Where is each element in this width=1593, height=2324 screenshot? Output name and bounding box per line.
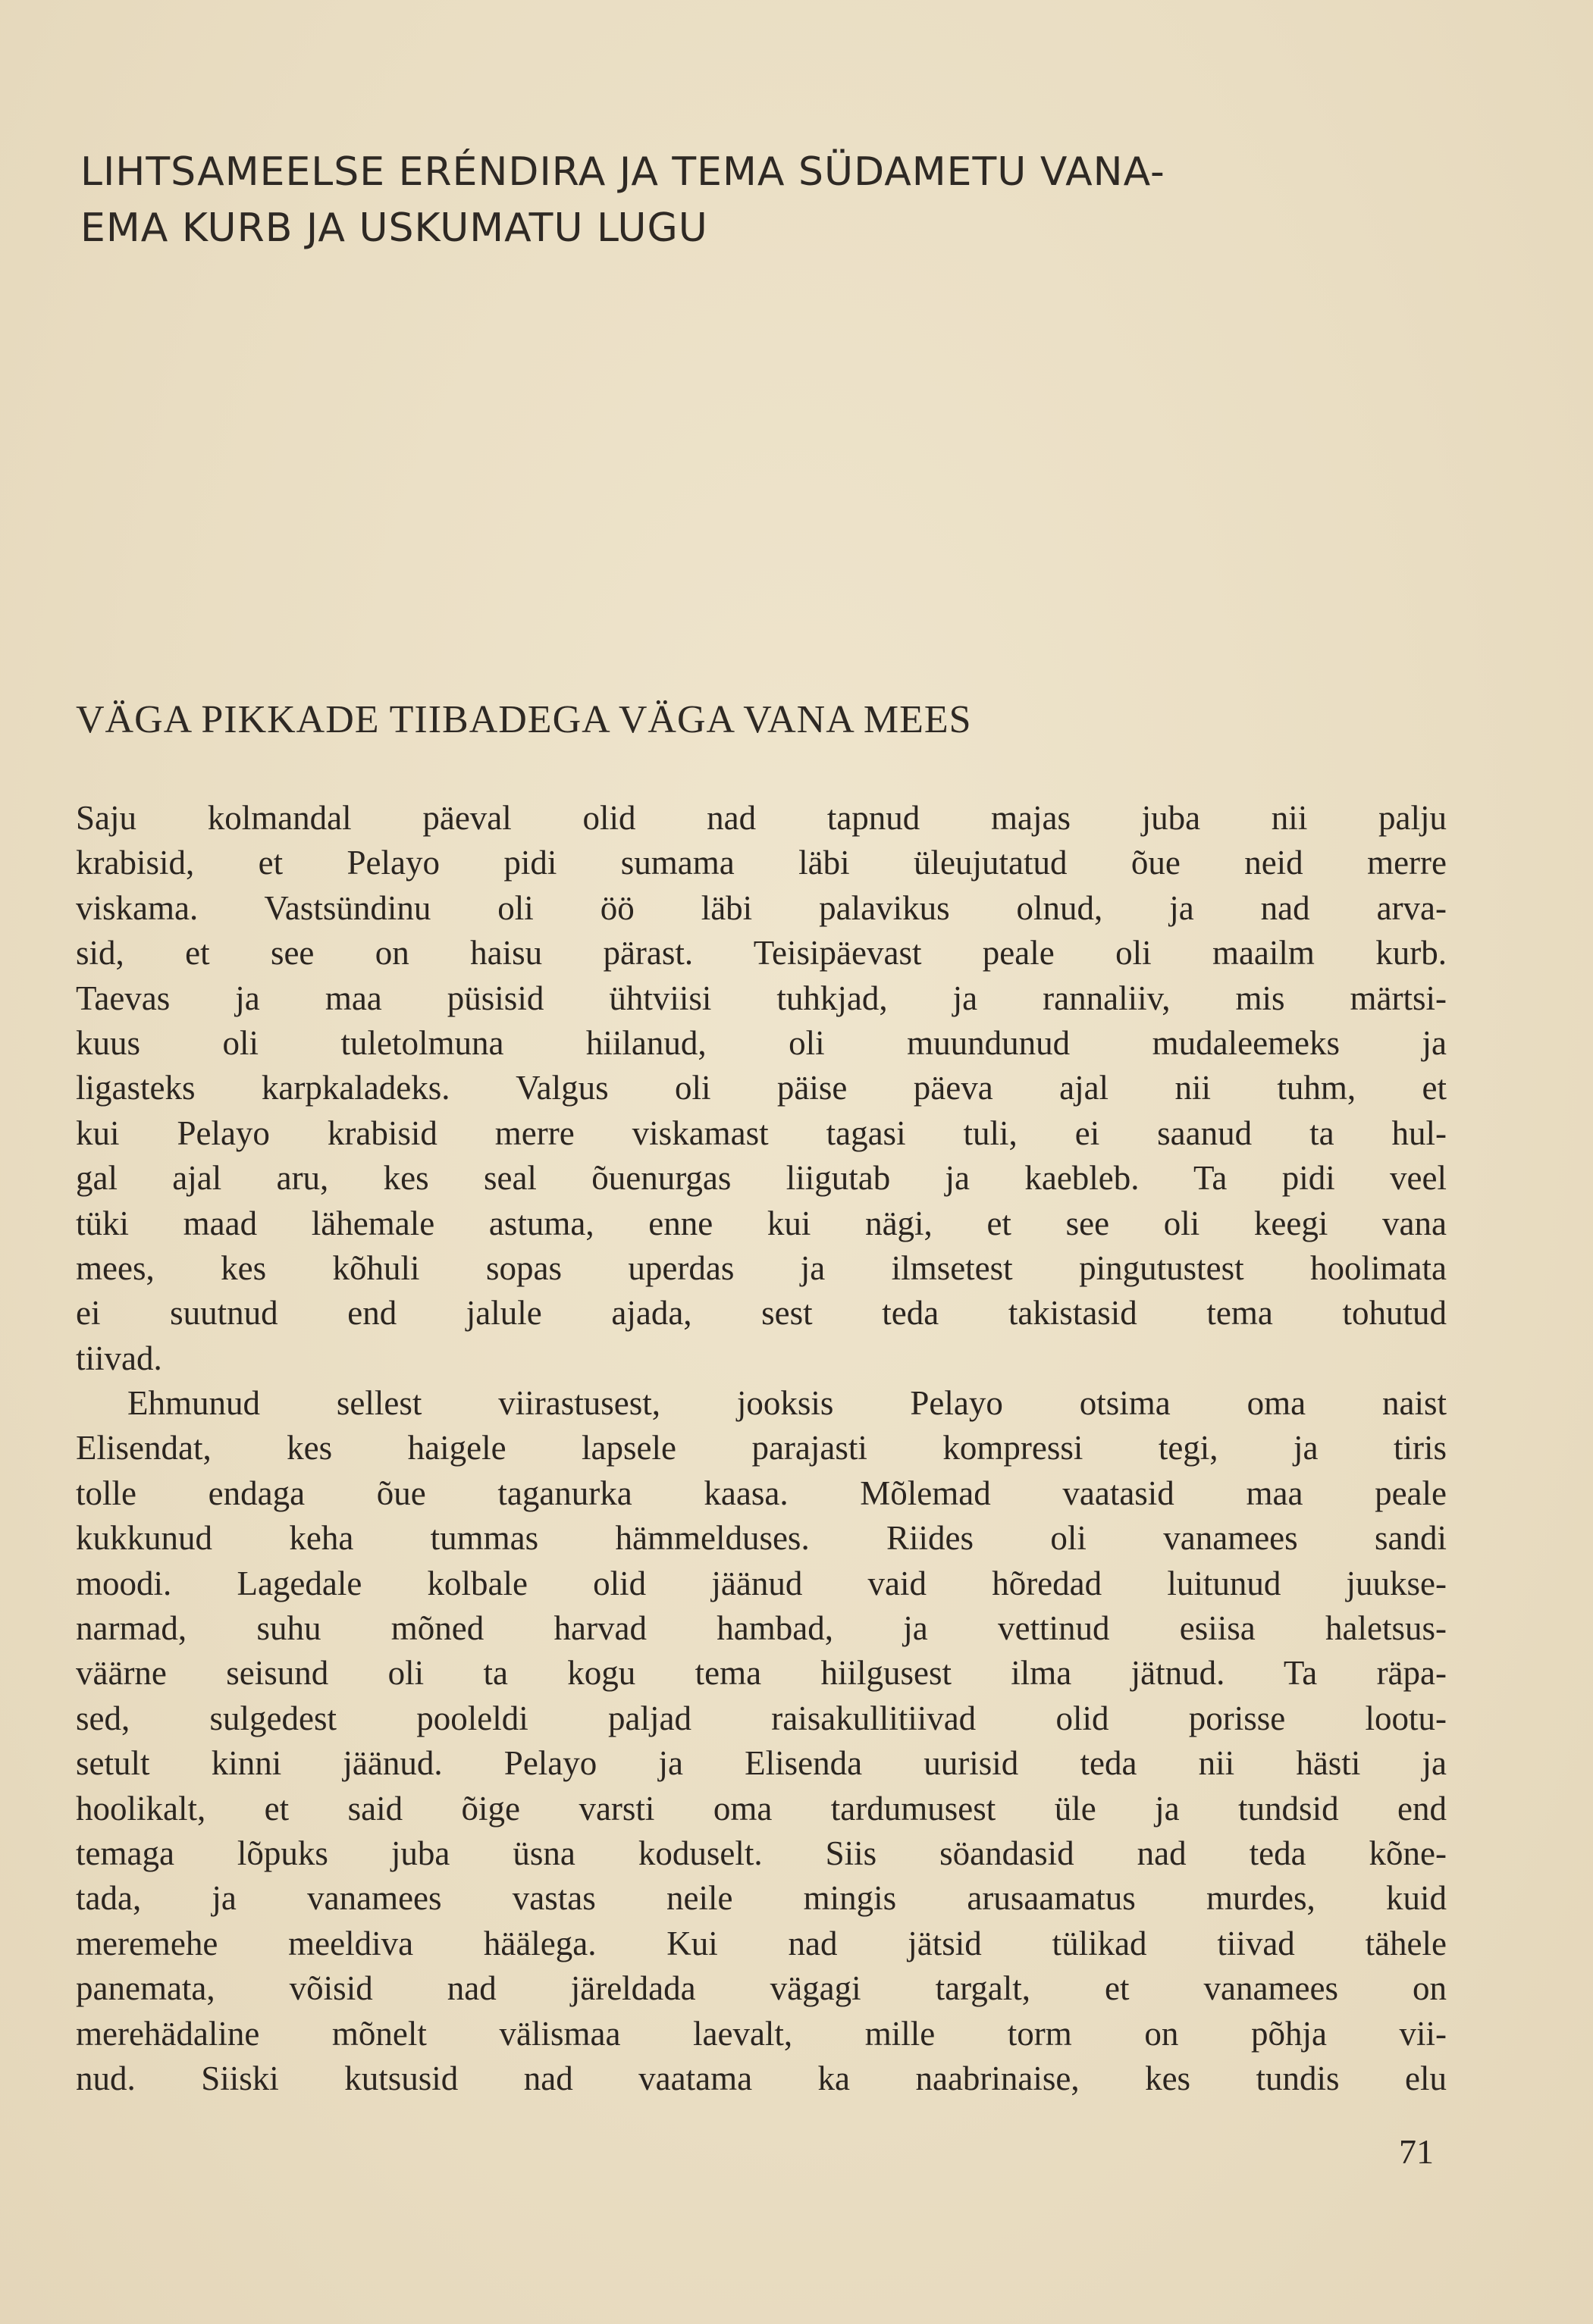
chapter-title: VÄGA PIKKADE TIIBADEGA VÄGA VANA MEES	[76, 698, 972, 741]
text-line: Elisendat, kes haigele lapsele parajasti kompressi tegi, ja tiris	[76, 1429, 1447, 1467]
text-line: kukkunud keha tummas hämmelduses. Riides oli vanamees sandi	[76, 1519, 1447, 1558]
text-line: krabisid, et Pelayo pidi sumama läbi üleujutatud õue neid merre	[76, 844, 1447, 882]
text-line: kui Pelayo krabisid merre viskamast tagasi tuli, ei saanud ta hul-	[76, 1113, 1447, 1152]
text-line: nud. Siiski kutsusid nad vaatama ka naabrinaise, kes tundis elu	[76, 2059, 1447, 2097]
text-line: tüki maad lähemale astuma, enne kui nägi, et see oli keegi vana	[76, 1204, 1447, 1242]
text-line: narmad, suhu mõned harvad hambad, ja vettinud esiisa haletsus-	[76, 1609, 1447, 1648]
text-line: tolle endaga õue taganurka kaasa. Mõlemad vaatasid maa peale	[76, 1474, 1447, 1512]
text-line: kuus oli tuletolmuna hiilanud, oli muundunud mudaleemeks ja	[76, 1023, 1447, 1062]
text-line: moodi. Lagedale kolbale olid jäänud vaid hõredad luitunud juukse-	[76, 1564, 1447, 1602]
text-line: gal ajal aru, kes seal õuenurgas liigutab ja kaebleb. Ta pidi veel	[76, 1159, 1447, 1198]
paragraph-1	[76, 796, 1447, 1381]
text-line: sed, sulgedest pooleldi paljad raisakullitiivad olid porisse lootu-	[76, 1699, 1447, 1737]
text-line: tiivad.	[76, 1339, 162, 1377]
running-title	[80, 144, 1445, 256]
text-line: Saju kolmandal päeval olid nad tapnud majas juba nii palju	[76, 799, 1447, 837]
text-line: merehädaline mõnelt välismaa laevalt, mille torm on põhja vii-	[76, 2014, 1447, 2053]
text-line: tada, ja vanamees vastas neile mingis arusaamatus murdes, kuid	[76, 1879, 1447, 1918]
text-line: Taevas ja maa püsisid ühtviisi tuhkjad, ja rannaliiv, mis märtsi-	[76, 979, 1447, 1017]
text-line: panemata, võisid nad järeldada vägagi targalt, et vanamees on	[76, 1969, 1447, 2008]
page-number: 71	[1399, 2132, 1434, 2171]
text-line: viskama. Vastsündinu oli öö läbi palavikus olnud, ja nad arva-	[76, 888, 1447, 927]
text-line: mees, kes kõhuli sopas uperdas ja ilmsetest pingutustest hoolimata	[76, 1248, 1447, 1287]
text-line: setult kinni jäänud. Pelayo ja Elisenda uurisid teda nii hästi ja	[76, 1744, 1447, 1783]
running-title-line-2: EMA KURB JA USKUMATU LUGU	[80, 205, 708, 251]
text-line: meremehe meeldiva häälega. Kui nad jätsid tülikad tiivad tähele	[76, 1924, 1447, 1962]
text-line: temaga lõpuks juba üsna koduselt. Siis söandasid nad teda kõne-	[76, 1834, 1447, 1872]
text-line: Ehmunud sellest viirastusest, jooksis Pelayo otsima oma naist	[127, 1384, 1447, 1423]
text-line: sid, et see on haisu pärast. Teisipäevast peale oli maailm kurb.	[76, 934, 1447, 973]
text-line: ei suutnud end jalule ajada, sest teda takistasid tema tohutud	[76, 1294, 1447, 1333]
text-line: väärne seisund oli ta kogu tema hiilgusest ilma jätnud. Ta räpa-	[76, 1654, 1447, 1693]
text-line: hoolikalt, et said õige varsti oma tardumusest üle ja tundsid end	[76, 1789, 1447, 1828]
text-line: ligasteks karpkaladeks. Valgus oli päise päeva ajal nii tuhm, et	[76, 1069, 1447, 1107]
paragraph-2	[76, 1381, 1447, 2101]
body-text	[76, 796, 1447, 2101]
running-title-line-1: LIHTSAMEELSE ERÉNDIRA JA TEMA SÜDAMETU VANA-	[80, 149, 1165, 195]
